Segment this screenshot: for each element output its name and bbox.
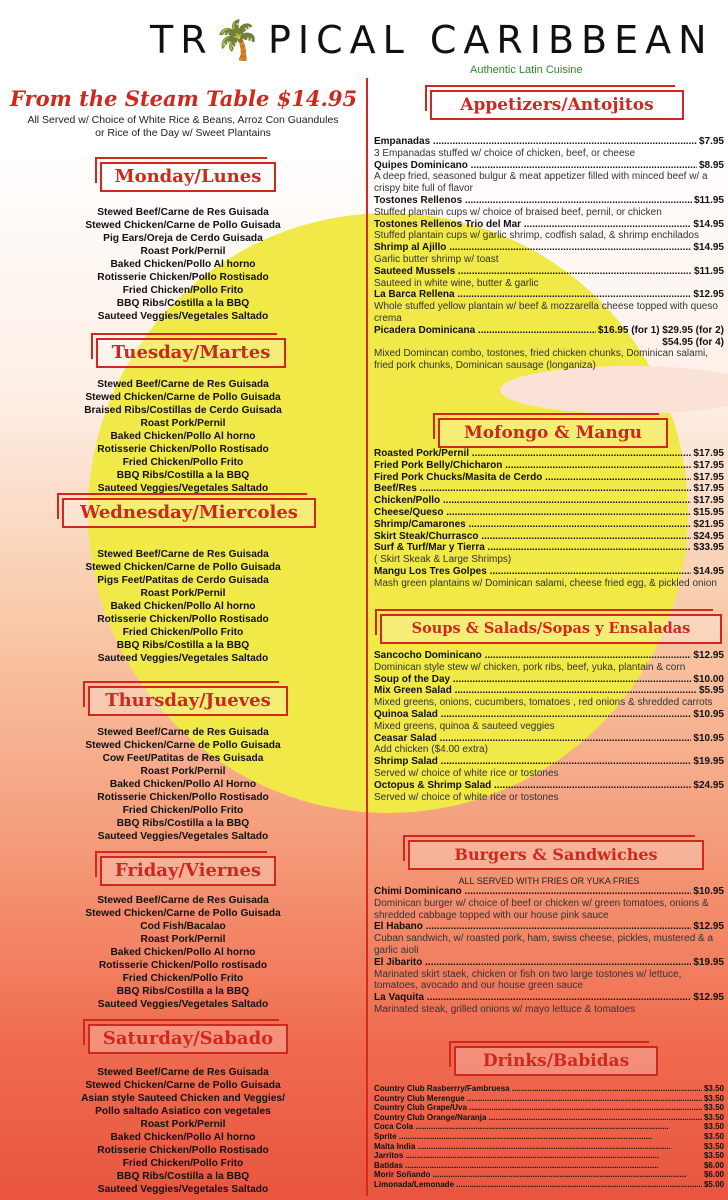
menu-item: Asian style Sauteed Chicken and Veggies/ [81,1093,285,1104]
item-price: $14.95 [693,218,724,230]
menu-item: Stewed Beef/Carne de Res Guisada [97,379,269,390]
item-name: El Habano ..... [374,921,691,933]
menu-item: Sauteed Veggies/Vegetales Saltado [97,1184,269,1195]
item-name: Fried Pork Belly/Chicharon ..... [374,460,691,472]
item-price: $24.95 [693,779,724,791]
menu-item: Roast Pork/Pernil [140,418,226,429]
menu-item: Rotisserie Chicken/Pollo rostisado [98,960,268,971]
day-items-thursday [0,726,366,843]
menu-item [374,1094,724,1104]
menu-item: Rotisserie Chicken/Pollo Rostisado [97,614,269,625]
mofongo-list [374,448,724,590]
menu-item [374,685,724,697]
item-price: $14.95 [693,242,724,254]
item-price: $11.95 [693,265,724,277]
menu-item [374,1084,724,1094]
item-name: Morir Soñando ..... [374,1170,686,1180]
item-price: $3.50 [703,1151,724,1161]
menu-item [374,650,724,662]
burgers-list [374,876,724,1016]
menu-item: Stewed Beef/Carne de Res Guisada [97,1067,269,1078]
menu-item: Fried Chicken/Pollo Frito [122,973,244,984]
menu-item: Baked Chicken/Pollo Al horno [110,431,256,442]
item-price: $10.00 [693,673,724,685]
menu-item [374,1151,724,1161]
menu-item: BBQ Ribs/Costilla a la BBQ [116,470,250,481]
menu-item: Sauteed Veggies/Vegetales Saltado [97,831,269,842]
day-items-saturday [0,1066,366,1196]
item-price: $16.95 (for 1) $29.95 (for 2) [597,324,724,336]
item-price: $17.95 [693,448,724,459]
menu-item [374,1103,724,1113]
section-banner-burgers [408,840,704,870]
item-name: Ceasar Salad ..... [374,733,691,745]
menu-item [374,756,724,768]
item-description: Served w/ choice of white rice or tostones [374,767,559,779]
menu-item: Roast Pork/Pernil [140,1119,226,1130]
item-name: Chimi Dominicano ..... [374,886,691,898]
item-price: $11.95 [693,194,724,206]
subtitle-line: or Rice of the Day w/ Sweet Plantains [95,127,271,139]
day-banner-monday [100,162,276,192]
item-name: Tostones Rellenos ..... [374,195,692,207]
day-title: Friday/Viernes [114,860,262,881]
menu-item: Roast Pork/Pernil [140,934,226,945]
day-title: Thursday/Jueves [105,690,271,711]
section-banner-drinks [454,1046,658,1076]
item-price: $12.95 [693,921,724,933]
item-price: $3.50 [703,1131,724,1141]
menu-item [374,266,724,278]
item-name: Country Club Grape/Uva ..... [374,1103,702,1113]
item-name: Country Club Orange/Naranja ..... [374,1113,702,1123]
menu-item: Fried Chicken/Pollo Frito [122,285,244,296]
menu-item: Stewed Chicken/Carne de Pollo Guisada [85,220,281,231]
item-description: Garlic butter shrimp w/ toast [374,253,499,265]
item-description: Mixed Domincan combo, tostones, fried chicken chunks, Dominican salami, fried pork chunks, Dominican sausage (longaniza) [374,348,709,372]
appetizers-list [374,136,724,372]
menu-item [374,1142,724,1152]
menu-item: Cow Feet/Patitas de Res Guisada [102,753,264,764]
item-description: Served w/ choice of white rice or tostones [374,791,559,803]
section-title: Drinks/Babidas [482,1051,630,1071]
item-price: $5.95 [698,685,724,697]
menu-item [374,495,724,507]
item-name: Shrimp al Ajillo ..... [374,242,691,254]
menu-item: Pollo saltado Asiatico con vegetales [95,1106,271,1117]
menu-item [374,1180,724,1190]
day-items-tuesday [0,378,366,495]
menu-item [374,483,724,495]
menu-item: Baked Chicken/Pollo Al horno [110,601,256,612]
item-description: A deep fried, seasoned bulgur & meat appetizer filled with minced beef w/ a crispy bite full of flavor [374,171,708,195]
menu-item [374,542,724,554]
menu-header [0,8,728,78]
item-description: Mixed greens, quinoa & sauteed veggies [374,720,555,732]
menu-item: Braised Ribs/Costillas de Cerdo Guisada [84,405,282,416]
menu-item [374,921,724,933]
menu-item: Stewed Chicken/Carne de Pollo Guisada [85,740,281,751]
column-divider [366,78,368,1196]
menu-item: Rotisserie Chicken/Pollo Rostisado [97,272,269,283]
item-name: Cheese/Queso ..... [374,507,691,519]
section-subtitle: ALL SERVED WITH FRIES OR YUKA FRIES [458,876,640,886]
menu-item: BBQ Ribs/Costilla a la BBQ [116,1171,250,1182]
menu-item: Stewed Chicken/Carne de Pollo Guisada [85,1080,281,1091]
menu-item: BBQ Ribs/Costilla a la BBQ [116,640,250,651]
item-name: Coca Cola ..... [374,1122,669,1132]
menu-item-picadera-price [374,337,724,349]
item-name: Tostones Rellenos Trio del Mar ..... [374,219,691,231]
item-price: $17.95 [693,459,724,471]
menu-item: BBQ Ribs/Costilla a la BBQ [116,818,250,829]
item-price: $17.95 [693,471,724,483]
item-name: Surf & Turf/Mar y Tierra ..... [374,542,691,554]
item-price: $3.50 [703,1093,724,1103]
item-price: $3.50 [703,1103,724,1113]
item-name: Skirt Steak/Churrasco ..... [374,531,691,543]
item-price: $17.95 [693,483,724,495]
menu-item [374,289,724,301]
item-price: $54.95 (for 4) [662,336,724,348]
item-price: $7.95 [698,136,724,147]
item-name: Fired Pork Chucks/Masita de Cerdo ..... [374,472,691,484]
section-title: Soups & Salads/Sopas y Ensaladas [411,620,691,637]
item-price: $10.95 [693,886,724,897]
item-price: $33.95 [693,542,724,554]
item-name: Mix Green Salad ..... [374,685,697,697]
item-price: $8.95 [698,159,724,171]
menu-item [374,886,724,898]
menu-item [374,242,724,254]
menu-item: Fried Chicken/Pollo Frito [122,805,244,816]
item-description: 3 Empanadas stuffed w/ choice of chicken, beef, or cheese [374,147,636,159]
menu-item [374,674,724,686]
menu-item: Stewed Beef/Carne de Res Guisada [97,727,269,738]
item-description: Stuffed plantain cups w/ choice of braised beef, pernil, or chicken [374,206,662,218]
section-banner-appetizers [430,90,684,120]
item-name: Quipes Dominicano ..... [374,160,697,172]
menu-item [374,1122,724,1132]
item-price: $3.50 [703,1112,724,1122]
item-price: $15.95 [693,506,724,518]
menu-item [374,519,724,531]
item-price: $19.95 [693,756,724,768]
item-name: Quinoa Salad ..... [374,709,691,721]
item-price: $6.00 [703,1170,724,1180]
menu-item: Baked Chicken/Pollo Al horno [110,947,256,958]
item-name: Sauteed Mussels ..... [374,266,692,278]
item-name: Beef/Res ..... [374,483,691,495]
menu-item: Roast Pork/Pernil [140,246,226,257]
steam-table-subtitle [0,114,366,140]
day-title: Tuesday/Martes [111,342,271,363]
menu-item: Stewed Beef/Carne de Res Guisada [97,207,269,218]
item-note: ( Skirt Skeak & Large Shrimps) [374,554,512,566]
item-name: Shrimp/Camarones ..... [374,519,691,531]
menu-item [374,472,724,484]
day-banner-tuesday [96,338,286,368]
drinks-list [374,1084,724,1190]
item-name: Mangu Los Tres Golpes ..... [374,566,691,578]
item-price: $12.95 [693,289,724,301]
item-description: Cuban sandwich, w/ roasted pork, ham, swiss cheese, pickles, mustered & a garlic aioli [374,933,714,956]
menu-item [374,531,724,543]
item-name: Empanadas ..... [374,136,697,148]
section-title: Burgers & Sandwiches [454,845,658,864]
menu-item [374,195,724,207]
menu-item [374,448,724,460]
item-price: $21.95 [693,518,724,530]
day-banner-saturday [88,1024,288,1054]
menu-item: BBQ Ribs/Costilla a la BBQ [116,298,250,309]
menu-item: Stewed Beef/Carne de Res Guisada [97,895,269,906]
section-title: Mofongo & Mangu [463,423,643,443]
section-banner-mofongo [438,418,668,448]
item-price: $12.95 [693,992,724,1004]
item-name: Country Club Rasberrry/Fambruesa ..... [374,1084,702,1094]
menu-item [374,1132,724,1142]
menu-item [374,733,724,745]
menu-item: Rotisserie Chicken/Pollo Rostisado [97,1145,269,1156]
day-items-wednesday [0,548,366,665]
item-name: Sprite ..... [374,1132,652,1142]
menu-item [374,1161,724,1171]
item-price: $24.95 [693,530,724,542]
menu-item: Rotisserie Chicken/Pollo Rostisado [97,792,269,803]
day-banner-friday [100,856,276,886]
item-description: Sauteed in white wine, butter & garlic [374,277,539,289]
day-banner-wednesday [62,498,316,528]
item-name: Chicken/Pollo ..... [374,495,691,507]
menu-item: Stewed Chicken/Carne de Pollo Guisada [85,908,281,919]
item-description: Marinated steak, grilled onions w/ mayo lettuce & tomatoes [374,1003,636,1015]
menu-item: Sauteed Veggies/Vegetales Saltado [97,999,269,1010]
item-name: Jarritos ..... [374,1151,659,1161]
day-banner-thursday [88,686,288,716]
menu-item: Rotisserie Chicken/Pollo Rostisado [97,444,269,455]
item-description: Stuffed plantain cups w/ garlic shrimp, codfish salad, & shrimp enchilados [374,230,699,242]
item-price: $3.50 [703,1122,724,1132]
item-name: Soup of the Day ..... [374,674,691,686]
item-price: $3.50 [703,1141,724,1151]
menu-item: Pigs Feet/Patitas de Cerdo Guisada [97,575,269,586]
menu-item [374,460,724,472]
menu-item: Pig Ears/Oreja de Cerdo Guisada [103,233,263,244]
menu-item [374,219,724,231]
menu-item [374,1170,724,1180]
item-description: Mixed greens, onions, cucumbers, tomatoes , red onions & shredded carrots [374,697,713,709]
restaurant-logo: TR🌴PICAL CARIBBEAN [150,18,714,62]
menu-item [374,160,724,172]
menu-item: Fried Chicken/Pollo Frito [122,1158,244,1169]
item-price: $10.95 [693,732,724,744]
item-name: La Vaquita ..... [374,992,691,1004]
item-name: El Jibarito ..... [374,957,691,969]
item-price: $6.00 [703,1160,724,1170]
item-description: Dominican burger w/ choice of beef or chicken w/ green tomatoes, onions & shredded cabbage topped with our house pink sauce [374,897,709,921]
day-items-monday [0,206,366,323]
item-price: $17.95 [693,495,724,507]
menu-item: BBQ Ribs/Costilla a la BBQ [116,986,250,997]
menu-item [374,957,724,969]
menu-item: Baked Chicken/Pollo Al horno [110,259,256,270]
menu-item: Sauteed Veggies/Vegetales Saltado [97,311,269,322]
menu-item: Fried Chicken/Pollo Frito [122,457,244,468]
steam-table-title: From the Steam Table $14.95 [10,86,358,111]
menu-item: Baked Chicken/Pollo Al Horno [109,779,257,790]
item-price: $3.50 [703,1084,724,1093]
menu-item [374,709,724,721]
item-name: Malta India ..... [374,1142,671,1152]
section-title: Appetizers/Antojitos [460,95,654,115]
item-description: Dominican style stew w/ chicken, pork ribs, beef, yuka, plantain & corn [374,661,686,673]
soups-list [374,650,724,803]
menu-item: Fried Chicken/Pollo Frito [122,627,244,638]
menu-item-picadera [374,325,724,337]
menu-item: Stewed Chicken/Carne de Pollo Guisada [85,392,281,403]
menu-item [374,566,724,578]
item-name: Batidas ..... [374,1161,659,1171]
subtitle-line: All Served w/ Choice of White Rice & Beans, Arroz Con Guandules [27,114,339,126]
day-title: Wednesday/Miercoles [80,502,298,523]
tagline: Authentic Latin Cuisine [470,64,583,76]
item-name: Octopus & Shrimp Salad ..... [374,780,691,792]
menu-item: Baked Chicken/Pollo Al horno [110,1132,256,1143]
item-price: $14.95 [693,565,724,577]
menu-item: Stewed Beef/Carne de Res Guisada [97,549,269,560]
item-description: Mash green plantains w/ Dominican salami, cheese fried egg, & pickled onion [374,577,717,589]
section-banner-soups [380,614,722,644]
menu-item [374,1113,724,1123]
item-name: Picadera Dominicana ..... [374,325,596,337]
item-name: Sancocho Dominicano ..... [374,650,691,662]
item-price: $19.95 [693,956,724,968]
item-description: Marinated skirt staek, chicken or fish on two large tostones w/ lettuce, tomatoes, avocado and our house green sauce [374,968,682,992]
item-price: $10.95 [693,708,724,720]
menu-item: Stewed Chicken/Carne de Pollo Guisada [85,562,281,573]
item-description: Add chicken ($4.00 extra) [374,744,488,756]
menu-item [374,136,724,148]
day-title: Monday/Lunes [114,166,262,187]
menu-item: Sauteed Veggies/Vegetales Saltado [97,653,269,664]
item-name: Shrimp Salad ..... [374,756,691,768]
day-items-friday [0,894,366,1011]
item-name: Roasted Pork/Pernil ..... [374,448,691,460]
item-name: Country Club Merengue ..... [374,1094,702,1104]
item-name: La Barca Rellena ..... [374,289,691,301]
menu-item: Roast Pork/Pernil [140,588,226,599]
item-price: $12.95 [693,650,724,661]
menu-item: Cod Fish/Bacalao [140,921,226,932]
item-name: Limonada/Lemonade ..... [374,1180,702,1190]
menu-item [374,507,724,519]
menu-item: Sauteed Veggies/Vegetales Saltado [97,483,269,494]
item-price: $5.00 [703,1179,724,1189]
item-description: Whole stuffed yellow plantain w/ beef & mozzarella cheese topped with queso crema [374,301,718,324]
menu-item [374,780,724,792]
menu-item [374,992,724,1004]
day-title: Saturday/Sabado [102,1028,274,1049]
menu-item: Roast Pork/Pernil [140,766,226,777]
